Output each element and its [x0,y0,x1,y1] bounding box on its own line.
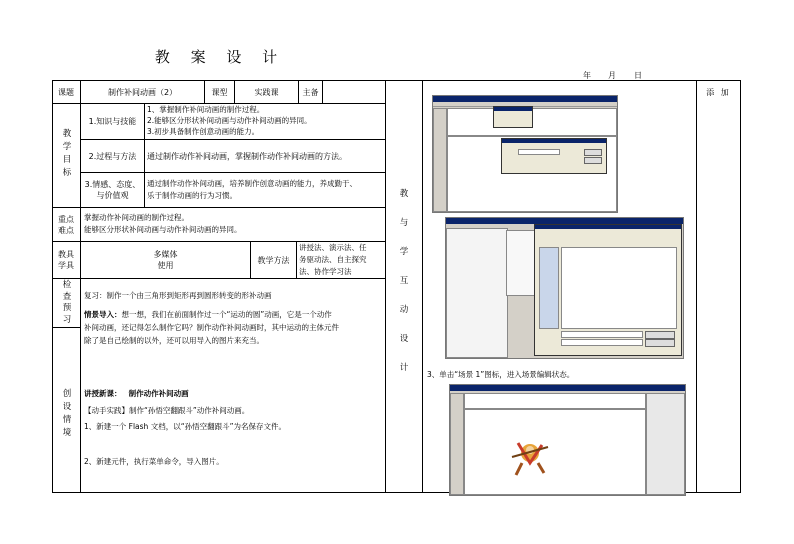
topic-value: 制作补间动画（2） [107,87,178,97]
type-value: 实践课 [254,87,279,97]
method-line: 讲授法、演示法、任 [299,243,367,252]
emotion-content [147,178,383,202]
date-day: 日 [634,71,642,80]
knowledge-line: 1、掌握制作补间动画的制作过程。 [147,105,265,114]
tools-label-line: 学具 [58,261,74,270]
add-label: 添 加 [706,87,731,97]
preview-text: 复习：制作一个由三角形到矩形再到圆形转变的形补动画 [84,291,272,300]
knowledge-line: 2.能够区分形状补间动画与动作补间动画的异同。 [147,116,312,125]
lead-line: 除了是自己绘制的以外，还可以用导入的图片来充当。 [84,336,264,345]
method-line: 务驱动法、自主探究 [299,255,367,264]
process-label: 2.过程与方法 [88,151,137,161]
tools-media-line: 多媒体 [153,250,178,259]
method-label: 教学方法 [257,255,290,265]
teacher-label: 主备 [302,87,319,97]
keypoints-label [52,208,80,241]
tools-media [81,242,250,278]
interactive-label [396,180,412,383]
page-title: 教 案 设 计 [154,48,286,66]
step3-text: 3、单击“场景 1”图标，进入场景编辑状态。 [427,370,575,379]
new-lesson [84,388,382,400]
new-lesson-topic: 制作动作补间动画 [128,389,189,398]
situation-lead [84,308,382,347]
knowledge-content [147,104,383,137]
interactive-label-text: 教与学互动设计 [399,189,409,373]
monkey-king-image [508,433,552,479]
lead-line: 补间动画，还记得怎么制作它吗？制作动作补间动画时，其中运动的主体元件 [84,323,339,332]
lead-title: 情景导入： [84,310,122,319]
topic-label: 课题 [58,87,74,97]
date-month: 月 [608,71,616,80]
preview-label-text: 检查预习 [62,280,72,325]
keypoints-line: 掌握动作补间动画的制作过程。 [84,213,189,222]
knowledge-label: 1.知识与技能 [88,117,137,126]
preview-label [59,280,75,326]
emotion-line: 乐于制作动画的行为习惯。 [147,191,237,200]
tools-label [52,242,80,278]
process-text: 通过制作动作补间动画，掌握制作动作补间动画的方法。 [147,151,347,161]
method-content [299,242,384,278]
lead-line: 想一想，我们在前面制作过一个“运动的圆”动画，它是一个动作 [121,310,332,319]
tools-label-line: 教具 [58,250,74,259]
screenshot-scene-edit [449,384,686,496]
situation-label-text: 创设情境 [62,389,72,438]
emotion-label-line: 与价值观 [96,191,129,200]
method-line: 法、协作学习法 [299,267,352,276]
type-label: 课型 [211,87,228,97]
emotion-label-line: 3.情感、态度、 [84,180,141,189]
step1-text: 1、新建一个 Flash 文档，以“孙悟空翻跟斗”为名保存文件。 [84,422,286,431]
keypoints-label-line: 重点 [58,214,74,224]
knowledge-line: 3.初步具备制作创意动画的能力。 [147,127,260,136]
goals-label-text: 教学目标 [62,129,72,178]
keypoints-content [84,212,382,236]
emotion-label [81,173,144,207]
situation-label [59,388,75,440]
emotion-line: 通过制作动作补间动画，培养制作创意动画的能力，养成勤于、 [147,179,357,188]
goals-label [59,128,75,180]
tools-media-line: 使用 [157,261,174,270]
practice-text: 【动手实践】制作“孙悟空翻跟斗”动作补间动画。 [84,406,250,415]
new-lesson-title: 讲授新课： [84,389,122,398]
keypoints-line: 能够区分形状补间动画与动作补间动画的异同。 [84,225,242,234]
screenshot-import-dialog [445,217,684,359]
step2-text: 2、新建元件，执行菜单命令，导入图片。 [84,457,224,466]
screenshot-new-symbol [432,95,618,213]
date-year: 年 [583,71,591,80]
keypoints-label-line: 难点 [58,225,74,235]
